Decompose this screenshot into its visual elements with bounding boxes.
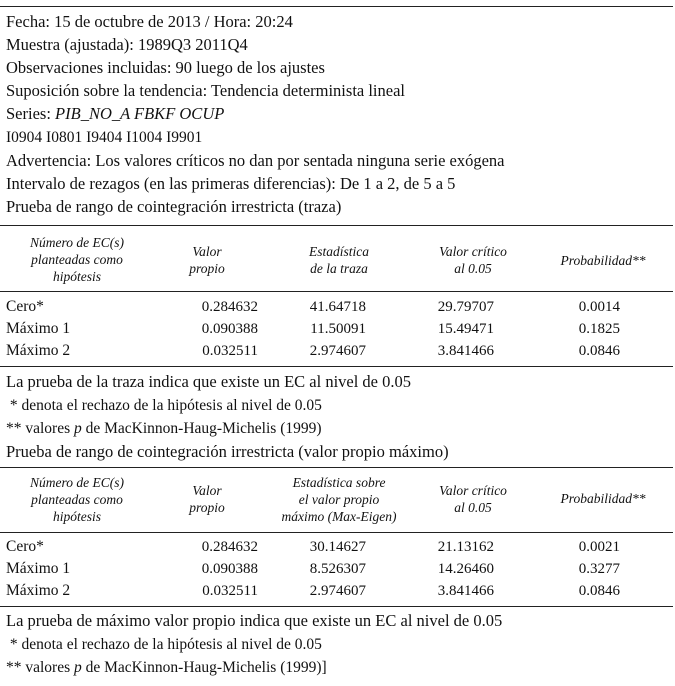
series-label: Series: (6, 104, 56, 123)
trace-note-pvalues: ** valores p de MacKinnon-Haug-Michelis (1999) (6, 420, 322, 437)
trace-row-hypothesis: Máximo 2 (6, 342, 71, 359)
observations-line: Observaciones incluidas: 90 luego de los ajustes (6, 58, 325, 77)
maxeig-row-hypothesis: Cero* (6, 538, 44, 555)
warning-line: Advertencia: Los valores críticos no dan por sentada ninguna serie exógena (6, 151, 505, 170)
maxeig-row-hypothesis: Máximo 1 (6, 560, 71, 577)
maxeig-row-hypothesis: Máximo 2 (6, 582, 71, 599)
maxeig-note-conclusion: La prueba de máximo valor propio indica que existe un EC al nivel de 0.05 (6, 611, 503, 630)
maxeig-row-statistic: 2.974607 (309, 583, 366, 599)
maxeig-row-eigenvalue: 0.284632 (201, 539, 258, 555)
maxeig-row-statistic: 30.14627 (309, 539, 366, 555)
trace-row-statistic: 11.50091 (310, 321, 366, 337)
trace-header-rule (0, 291, 673, 292)
trace-header-critical: Valor crítico al 0.05 (439, 244, 507, 276)
trace-row-hypothesis: Máximo 1 (6, 320, 71, 337)
maxeig-row-eigenvalue: 0.032511 (202, 583, 258, 599)
maxeig-header-probability: Probabilidad** (560, 491, 646, 506)
maxeig-header-rule (0, 532, 673, 533)
trace-note-asterisk: * denota el rechazo de la hipótesis al nivel de 0.05 (6, 397, 322, 414)
maxeig-row-critical: 14.26460 (437, 561, 494, 577)
series-line (6, 104, 224, 124)
trace-row-critical: 15.49471 (437, 321, 494, 337)
trace-row-statistic: 41.64718 (309, 299, 366, 315)
trace-row-eigenvalue: 0.090388 (201, 321, 258, 337)
lags-line: Intervalo de rezagos (en las primeras diferencias): De 1 a 2, de 5 a 5 (6, 174, 456, 193)
trace-title: Prueba de rango de cointegración irrestricta (traza) (6, 197, 342, 216)
trace-header-eigenvalue: Valor propio (189, 244, 225, 276)
maxeig-table-top-rule (0, 467, 673, 468)
maxeig-header-critical: Valor crítico al 0.05 (439, 483, 507, 515)
trace-row-critical: 3.841466 (437, 343, 494, 359)
maxeig-header-eigenvalue: Valor propio (189, 483, 225, 515)
maxeig-title: Prueba de rango de cointegración irrestricta (valor propio máximo) (6, 442, 449, 461)
top-rule (0, 6, 673, 7)
maxeig-row-critical: 3.841466 (437, 583, 494, 599)
maxeig-header-statistic: Estadística sobre el valor propio máximo (Max-Eigen) (281, 475, 397, 524)
trace-header-statistic: Estadística de la traza (309, 244, 369, 276)
trace-header-hypothesis: Número de EC(s) planteadas como hipótesis (30, 235, 124, 284)
maxeig-row-probability: 0.0021 (578, 539, 620, 555)
trace-note-conclusion: La prueba de la traza indica que existe un EC al nivel de 0.05 (6, 372, 412, 391)
trace-row-critical: 29.79707 (437, 299, 494, 315)
trace-row-probability: 0.0014 (578, 299, 620, 315)
dummies-line: I0904 I0801 I9404 I1004 I9901 (6, 129, 203, 146)
trace-row-statistic: 2.974607 (309, 343, 366, 359)
trace-row-eigenvalue: 0.284632 (201, 299, 258, 315)
trace-row-probability: 0.1825 (578, 321, 620, 337)
trend-line: Suposición sobre la tendencia: Tendencia determinista lineal (6, 81, 405, 100)
maxeig-table-bottom-rule (0, 606, 673, 607)
maxeig-note-pvalues: ** valores p de MacKinnon-Haug-Michelis (1999)] (6, 659, 327, 676)
maxeig-row-probability: 0.0846 (578, 583, 620, 599)
date-line: Fecha: 15 de octubre de 2013 / Hora: 20:24 (6, 12, 293, 31)
maxeig-header-hypothesis: Número de EC(s) planteadas como hipótesis (30, 475, 124, 524)
sample-line: Muestra (ajustada): 1989Q3 2011Q4 (6, 35, 248, 54)
trace-row-hypothesis: Cero* (6, 298, 44, 315)
maxeig-row-critical: 21.13162 (437, 539, 494, 555)
trace-row-eigenvalue: 0.032511 (202, 343, 258, 359)
maxeig-row-probability: 0.3277 (578, 561, 620, 577)
maxeig-note-asterisk: * denota el rechazo de la hipótesis al nivel de 0.05 (6, 636, 322, 653)
maxeig-row-statistic: 8.526307 (309, 561, 366, 577)
series-names: PIB_NO_A FBKF OCUP (55, 104, 225, 123)
maxeig-row-eigenvalue: 0.090388 (201, 561, 258, 577)
trace-table-bottom-rule (0, 366, 673, 367)
trace-row-probability: 0.0846 (578, 343, 620, 359)
trace-header-probability: Probabilidad** (560, 253, 646, 268)
trace-table-top-rule (0, 225, 673, 226)
